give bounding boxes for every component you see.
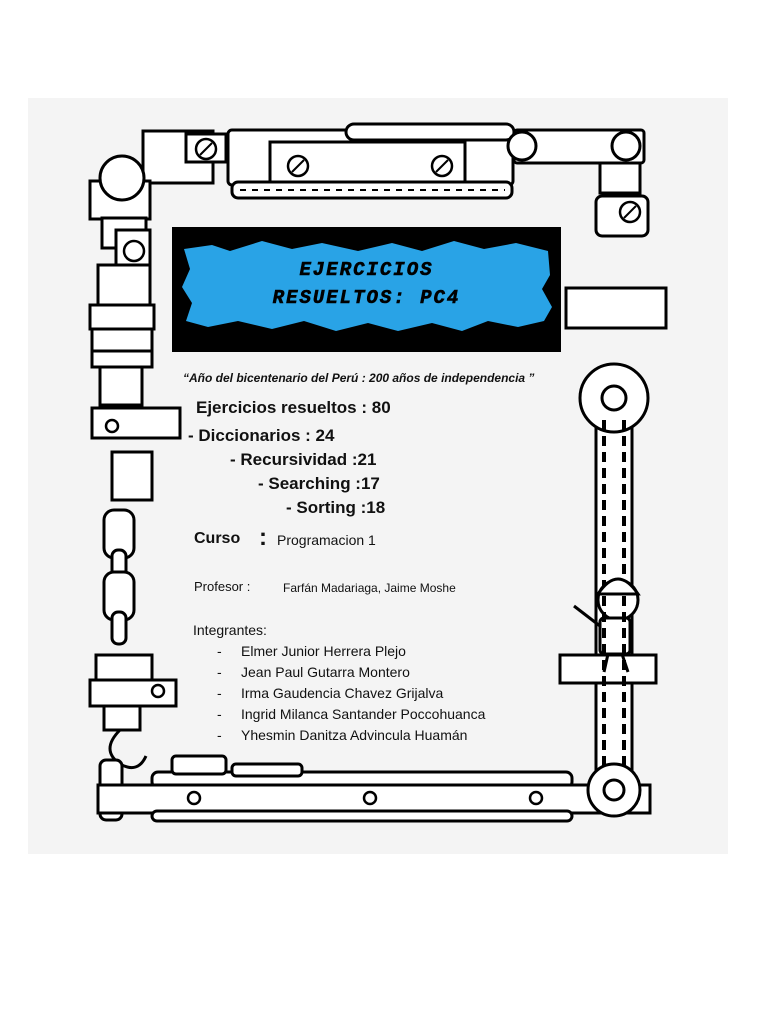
total-exercises: Ejercicios resueltos : 80 <box>196 398 391 417</box>
motto-text: “Año del bicentenario del Perú : 200 años de independencia ” <box>183 371 535 385</box>
member-name: Elmer Junior Herrera Plejo <box>241 643 406 659</box>
banner-title-line-2: RESUELTOS: PC4 <box>272 287 461 309</box>
member-bullet: - <box>217 706 222 722</box>
title-banner <box>172 227 561 352</box>
members-label: Integrantes: <box>193 622 267 638</box>
course-separator: : <box>259 524 267 551</box>
category-item: - Recursividad :21 <box>230 450 377 469</box>
member-name: Irma Gaudencia Chavez Grijalva <box>241 685 444 701</box>
category-item: - Diccionarios : 24 <box>188 426 335 445</box>
course-value: Programacion 1 <box>277 532 376 548</box>
member-bullet: - <box>217 727 222 743</box>
professor-name: Farfán Madariaga, Jaime Moshe <box>283 581 456 595</box>
member-name: Yhesmin Danitza Advincula Huamán <box>241 727 468 743</box>
category-item: - Sorting :18 <box>286 498 386 517</box>
course-label: Curso <box>194 530 241 547</box>
member-bullet: - <box>217 643 222 659</box>
member-bullet: - <box>217 685 222 701</box>
member-name: Jean Paul Gutarra Montero <box>241 664 410 680</box>
banner-title-line-1: EJERCICIOS <box>299 259 434 281</box>
member-bullet: - <box>217 664 222 680</box>
member-name: Ingrid Milanca Santander Poccohuanca <box>241 706 486 722</box>
category-item: - Searching :17 <box>258 474 380 493</box>
professor-label: Profesor : <box>194 579 251 594</box>
